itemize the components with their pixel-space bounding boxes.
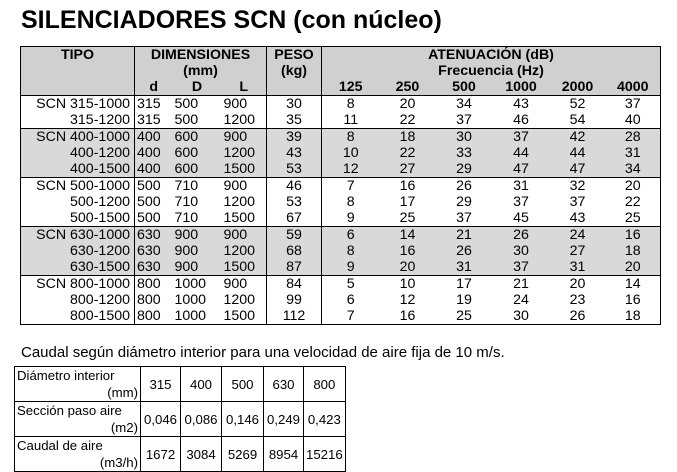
atenuacion-cell: 20 — [550, 276, 606, 293]
atenuacion-cell: 31 — [606, 145, 661, 161]
atenuacion-cell: 14 — [380, 227, 436, 244]
atenuacion-cell: 29 — [456, 194, 472, 210]
atenuacion-cell: 25 — [399, 210, 416, 226]
dim-d-cell: 630 — [135, 259, 173, 276]
atenuacion-cell: 21 — [436, 227, 493, 244]
atenuacion-cell: 6 — [346, 292, 355, 308]
dim-d-cell: 315 — [137, 112, 161, 128]
atenuacion-cell: 20 — [380, 259, 436, 276]
peso-cell: 112 — [267, 308, 322, 325]
caudal-value: 0,046 — [141, 402, 181, 437]
peso-cell: 59 — [267, 227, 322, 244]
table-row — [21, 161, 661, 178]
atenuacion-cell: 43 — [493, 96, 550, 113]
page-title: SILENCIADORES SCN (con núcleo) — [21, 6, 442, 34]
tipo-cell: 400-1500 — [21, 161, 135, 178]
caudal-value: 0,086 — [181, 402, 222, 437]
atenuacion-cell: 37 — [456, 210, 472, 226]
header-freq: 2000 — [550, 79, 606, 96]
atenuacion-cell: 31 — [550, 259, 606, 276]
dim-L-cell: 1200 — [222, 243, 267, 259]
table-row — [21, 210, 661, 227]
atenuacion-cell: 19 — [456, 292, 472, 308]
caudal-value: 500 — [222, 367, 264, 402]
atenuacion-cell: 52 — [550, 96, 606, 113]
atenuacion-cell: 18 — [606, 308, 661, 325]
tipo-cell: SCN 800-1000 — [21, 276, 135, 293]
atenuacion-cell: 25 — [436, 308, 493, 325]
table-row — [21, 96, 661, 113]
atenuacion-cell: 9 — [322, 259, 380, 276]
table-row — [21, 129, 661, 146]
dim-D-cell: 600 — [173, 129, 222, 146]
caudal-label-text: Diámetro interior — [17, 368, 115, 383]
dim-d-cell: 500 — [137, 210, 161, 226]
atenuacion-cell: 27 — [380, 161, 436, 178]
atenuacion-cell: 10 — [380, 276, 436, 293]
caudal-row — [15, 402, 384, 437]
atenuacion-cell: 47 — [550, 161, 606, 178]
header-freq: 250 — [380, 79, 436, 96]
atenuacion-cell: 5 — [322, 276, 380, 293]
tipo-cell: SCN 315-1000 — [21, 96, 135, 113]
caudal-value: 0,249 — [264, 402, 304, 437]
dim-D-cell: 710 — [174, 194, 199, 210]
caudal-value: 8954 — [264, 437, 304, 472]
atenuacion-cell: 16 — [380, 308, 436, 325]
caudal-table — [14, 366, 384, 472]
dim-d-cell: 400 — [135, 161, 173, 178]
atenuacion-cell: 9 — [346, 210, 355, 226]
atenuacion-cell: 22 — [380, 145, 436, 161]
header-dimensiones: DIMENSIONES — [135, 47, 267, 64]
atenuacion-cell: 26 — [436, 243, 493, 259]
atenuacion-cell: 16 — [606, 227, 661, 244]
dim-D-cell: 710 — [174, 210, 199, 226]
atenuacion-cell: 46 — [513, 112, 529, 128]
header-atenuacion: ATENUACIÓN (dB) — [322, 47, 661, 64]
dim-D-cell: 600 — [173, 161, 222, 178]
atenuacion-cell: 47 — [493, 161, 550, 178]
caudal-value: 800 — [304, 367, 346, 402]
peso-cell: 87 — [267, 259, 322, 276]
atenuacion-cell: 22 — [399, 112, 416, 128]
atenuacion-cell: 8 — [322, 243, 380, 259]
dim-d-cell: 630 — [135, 243, 173, 259]
caudal-note: Caudal según diámetro interior para una velocidad de aire fija de 10 m/s. — [21, 344, 505, 361]
caudal-label — [15, 437, 141, 472]
atenuacion-cell: 31 — [436, 259, 493, 276]
atenuacion-cell: 30 — [436, 129, 493, 146]
caudal-value: 0,423 — [304, 402, 346, 437]
table-row — [21, 243, 661, 259]
header-peso: PESO — [267, 47, 322, 64]
atenuacion-cell: 37 — [493, 259, 550, 276]
caudal-value: 5269 — [222, 437, 264, 472]
atenuacion-cell: 30 — [493, 243, 550, 259]
atenuacion-cell: 16 — [380, 243, 436, 259]
tipo-cell: SCN 500-1000 — [21, 178, 135, 195]
dim-L-cell: 1200 — [222, 145, 267, 161]
peso-cell: 30 — [267, 96, 322, 113]
atenuacion-cell: 29 — [436, 161, 493, 178]
peso-cell: 43 — [267, 145, 322, 161]
dim-D-cell: 900 — [173, 259, 222, 276]
caudal-label-text: Caudal de aire — [17, 438, 103, 453]
atenuacion-cell: 26 — [550, 308, 606, 325]
atenuacion-cell: 30 — [493, 308, 550, 325]
header-freq: 4000 — [606, 79, 661, 96]
atenuacion-cell: 32 — [550, 178, 606, 195]
atenuacion-cell: 34 — [436, 96, 493, 113]
header-dimensiones-unit: (mm) — [135, 63, 267, 79]
dim-D-cell: 1000 — [173, 276, 222, 293]
tipo-cell: 630-1500 — [21, 259, 135, 276]
atenuacion-cell: 20 — [606, 259, 661, 276]
atenuacion-cell: 37 — [513, 194, 529, 210]
dim-d-cell: 630 — [135, 227, 173, 244]
peso-cell: 68 — [267, 243, 322, 259]
dim-D-cell: 1000 — [173, 308, 222, 325]
caudal-value: 0,146 — [222, 402, 264, 437]
caudal-value: 15216 — [304, 437, 346, 472]
header-dim-L: L — [222, 79, 267, 96]
atenuacion-cell: 34 — [606, 161, 661, 178]
atenuacion-cell: 23 — [569, 292, 586, 308]
header-dim-d: d — [135, 79, 173, 96]
atenuacion-cell: 16 — [606, 292, 661, 308]
peso-cell: 35 — [267, 112, 322, 129]
dim-D-cell: 710 — [173, 178, 222, 195]
peso-cell: 53 — [267, 194, 322, 210]
caudal-unit: (mm) — [107, 385, 138, 400]
atenuacion-cell: 22 — [606, 194, 661, 210]
tipo-cell: 800-1500 — [21, 308, 135, 325]
caudal-row — [15, 437, 384, 472]
dim-L-cell: 900 — [222, 178, 267, 195]
atenuacion-cell: 25 — [606, 210, 661, 227]
peso-cell: 84 — [267, 276, 322, 293]
dim-d-cell: 315 — [135, 96, 173, 113]
atenuacion-cell: 7 — [322, 308, 380, 325]
atenuacion-cell: 18 — [380, 129, 436, 146]
atenuacion-cell: 44 — [493, 145, 550, 161]
atenuacion-cell: 8 — [322, 96, 380, 113]
dim-L-cell: 1500 — [222, 210, 267, 227]
dim-L-cell: 1200 — [222, 194, 267, 210]
header-peso-unit: (kg) — [267, 63, 322, 79]
atenuacion-cell: 26 — [436, 178, 493, 195]
tipo-cell: 500-1200 — [21, 194, 135, 210]
header-frecuencia: Frecuencia (Hz) — [322, 63, 661, 79]
table-row — [21, 112, 661, 129]
dim-d-cell: 800 — [135, 276, 173, 293]
dim-L-cell: 900 — [222, 96, 267, 113]
caudal-label — [15, 402, 141, 437]
atenuacion-cell: 16 — [380, 178, 436, 195]
atenuacion-cell: 18 — [606, 243, 661, 259]
table-row — [21, 259, 661, 276]
atenuacion-cell: 12 — [322, 161, 380, 178]
dim-d-cell: 800 — [135, 308, 173, 325]
atenuacion-cell: 11 — [343, 112, 359, 128]
peso-cell: 53 — [267, 161, 322, 178]
tipo-cell: SCN 630-1000 — [21, 227, 135, 244]
atenuacion-cell: 45 — [513, 210, 529, 226]
caudal-label-text: Sección paso aire — [17, 403, 122, 418]
atenuacion-cell: 37 — [456, 112, 472, 128]
silenciadores-table — [20, 46, 661, 325]
dim-d-cell: 400 — [135, 129, 173, 146]
atenuacion-cell: 10 — [322, 145, 380, 161]
tipo-cell: 400-1200 — [21, 145, 135, 161]
caudal-value: 630 — [264, 367, 304, 402]
tipo-cell: SCN 400-1000 — [21, 129, 135, 146]
caudal-unit: (m3/h) — [99, 455, 138, 470]
atenuacion-cell: 24 — [513, 292, 529, 308]
table-row — [21, 145, 661, 161]
table-row — [21, 276, 661, 293]
dim-d-cell: 400 — [135, 145, 173, 161]
dim-D-cell: 500 — [173, 96, 222, 113]
header-freq: 1000 — [493, 79, 550, 96]
table-row — [21, 227, 661, 244]
tipo-cell: 500-1500 — [21, 210, 135, 227]
atenuacion-cell: 28 — [606, 129, 661, 146]
dim-D-cell: 600 — [173, 145, 222, 161]
caudal-label — [15, 367, 141, 402]
atenuacion-cell: 54 — [569, 112, 586, 128]
caudal-value: 400 — [181, 367, 222, 402]
peso-cell: 39 — [267, 129, 322, 146]
dim-L-cell: 1500 — [222, 259, 267, 276]
caudal-unit: (m2) — [110, 420, 138, 435]
tipo-cell: 800-1200 — [21, 292, 135, 308]
tipo-cell: 630-1200 — [21, 243, 135, 259]
caudal-row — [15, 367, 384, 402]
dim-L-cell: 900 — [222, 276, 267, 293]
caudal-value: 315 — [141, 367, 181, 402]
peso-cell: 46 — [267, 178, 322, 195]
tipo-cell: 315-1200 — [21, 112, 135, 129]
atenuacion-cell: 44 — [550, 145, 606, 161]
dim-d-cell: 500 — [137, 194, 161, 210]
table-row — [21, 178, 661, 195]
atenuacion-cell: 17 — [399, 194, 416, 210]
dim-L-cell: 900 — [222, 227, 267, 244]
atenuacion-cell: 40 — [606, 112, 661, 129]
atenuacion-cell: 20 — [380, 96, 436, 113]
atenuacion-cell: 8 — [346, 194, 355, 210]
header-freq: 500 — [436, 79, 493, 96]
atenuacion-cell: 26 — [493, 227, 550, 244]
atenuacion-cell: 12 — [399, 292, 416, 308]
atenuacion-cell: 17 — [436, 276, 493, 293]
dim-D-cell: 900 — [173, 227, 222, 244]
atenuacion-cell: 6 — [322, 227, 380, 244]
caudal-value: 1672 — [141, 437, 181, 472]
dim-L-cell: 1200 — [222, 112, 267, 129]
table-row — [21, 308, 661, 325]
caudal-value: 3084 — [181, 437, 222, 472]
atenuacion-cell: 20 — [606, 178, 661, 195]
atenuacion-cell: 37 — [606, 96, 661, 113]
atenuacion-cell: 8 — [322, 129, 380, 146]
dim-D-cell: 1000 — [174, 292, 207, 308]
atenuacion-cell: 14 — [606, 276, 661, 293]
peso-cell: 99 — [267, 292, 322, 308]
dim-D-cell: 500 — [174, 112, 199, 128]
atenuacion-cell: 42 — [550, 129, 606, 146]
header-dim-D: D — [173, 79, 222, 96]
header-freq: 125 — [322, 79, 380, 96]
atenuacion-cell: 37 — [569, 194, 586, 210]
atenuacion-cell: 21 — [493, 276, 550, 293]
dim-L-cell: 1500 — [222, 161, 267, 178]
atenuacion-cell: 31 — [493, 178, 550, 195]
dim-L-cell: 900 — [222, 129, 267, 146]
table-row — [21, 194, 661, 210]
atenuacion-cell: 37 — [493, 129, 550, 146]
peso-cell: 67 — [267, 210, 322, 227]
atenuacion-cell: 27 — [550, 243, 606, 259]
dim-d-cell: 800 — [137, 292, 161, 308]
header-tipo: TIPO — [21, 47, 135, 64]
dim-D-cell: 900 — [173, 243, 222, 259]
dim-L-cell: 1200 — [222, 292, 267, 308]
atenuacion-cell: 7 — [322, 178, 380, 195]
atenuacion-cell: 33 — [436, 145, 493, 161]
dim-d-cell: 500 — [135, 178, 173, 195]
atenuacion-cell: 43 — [569, 210, 586, 226]
table-row — [21, 292, 661, 308]
dim-L-cell: 1500 — [222, 308, 267, 325]
atenuacion-cell: 24 — [550, 227, 606, 244]
